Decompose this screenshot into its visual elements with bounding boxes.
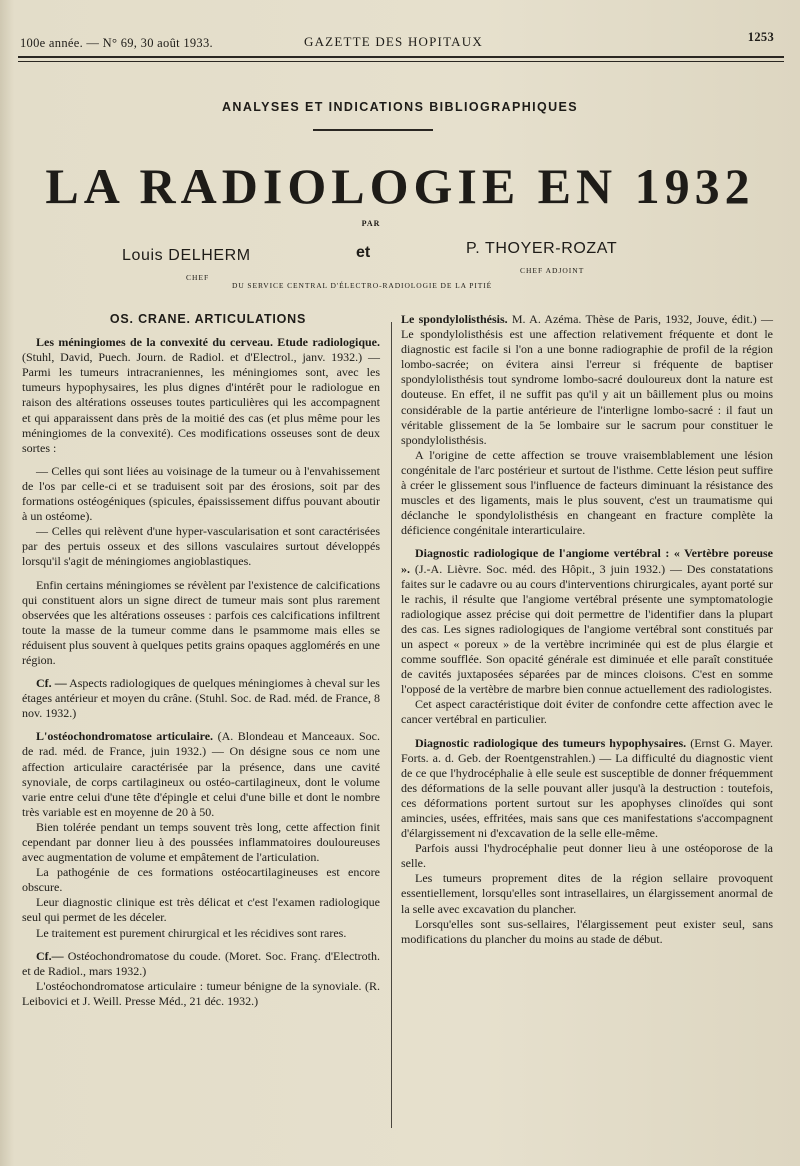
paragraph-heading: L'ostéochondromatose articulaire. [36,729,214,744]
running-header [18,30,774,52]
paragraph-heading: Cf. — [36,676,67,691]
left-column [22,312,380,1009]
paragraph: Lorsqu'elles sont sus-sellaires, l'élargissement peut exister seul, sans modifications du plancher du moins au stade de début. [401,916,773,946]
paragraph [401,546,773,697]
journal-name: GAZETTE DES HOPITAUX [304,34,483,49]
paragraph [22,729,380,820]
header-rule-thick [18,56,784,58]
paragraph-body: (J.-A. Lièvre. Soc. méd. des Hôpit., 3 juin 1932.) — Des constatations faites sur le cadavre ou au cours d'interventions chirurgicales, ayant porté sur le rachis, il résulte que l'angiome vertébral présente une symptomatologie radiologique assez précise qui doit permettre de l'identifier dans la plupart des cas. Les signes radiologiques de l'angiome vertébral sont constitués par un aspect « poreux » de la vertèbre incriminée qui est de plus élargie et comme soufflée. Son opacité générale est diminuée et elle paraît constituée de cavités juxtaposées séparées par de minces cloisons. C'est en somme l'opposé de la vertèbre de marbre bien connue actuellement des radiologistes. [401,561,773,697]
paragraph-body: Aspects radiologiques de quelques méningiomes à cheval sur les étages antérieur et moyen du crâne. (Stuhl. Soc. de Rad. méd. de France, 8 nov. 1932.) [22,676,380,721]
paragraph-heading: Les méningiomes de la convexité du cerveau. Etude radiologique. [36,335,380,350]
ornament-divider [313,128,433,132]
service-line: DU SERVICE CENTRAL D'ÉLECTRO-RADIOLOGIE DE LA PITIÉ [232,281,493,290]
by-line: PAR [361,219,381,228]
paragraph-body: (Stuhl, David, Puech. Journ. de Radiol. et d'Electrol., janv. 1932.) — Parmi les tumeurs intracraniennes, les méningiomes sont, avec les tumeurs hypophysaires, les plus dignes d'intérêt pour le radiologue en raison des altérations osseuses toutes particulières qui les accompagnent et qui apparaissent dans près de la moitié des cas (et plus même pour les méningiomes de la convexité). Ces modifications osseuses sont de deux sortes : [22,350,380,455]
paragraph [401,736,773,842]
paragraph: Enfin certains méningiomes se révèlent par l'existence de calcifications qui constituent alors un signe direct de tumeur mais sont plus rarement observées que les altérations osseuses : parfois ces calcifications infiltrent toute la masse de la tumeur comme dans le psammome mais elles se réduisent plus souvent à quelques petits grains opaques agglomérés en une région. [22,577,380,667]
paragraph-body: (Ernst G. Mayer. Forts. a. d. Geb. der Roentgenstrahlen.) — La difficulté du diagnostic vient de ce que l'hydrocéphalie à elle seule est susceptible de donner fréquemment des déformations de la selle pouvant aller jusqu'à la destruction : toutefois, ces déformations portent surtout sur les apophyses clinoïdes qui sont amincies, usées, effritées, mais sans que ces manifestations s'accompagnent d'élargissement ni d'excavation de la selle elle-même. [401,735,774,841]
role-chef: CHEF [186,273,210,282]
paragraph-heading: Le spondylolisthésis. [401,312,508,326]
author-thoyer-rozat: P. THOYER-ROZAT [466,240,618,257]
issue-line: 100e année. — N° 69, 30 août 1933. [20,36,213,50]
page-number: 1253 [747,30,774,44]
header-rule-thin [18,61,784,62]
paragraph: — Celles qui sont liées au voisinage de la tumeur ou à l'envahissement de l'os par celle-ci et se traduisent soit par des érosions, soit par des formations ostéogéniques (spicules, épaississement diffus pouvant aboutir à un ostéome). [22,463,380,524]
paragraph [22,949,380,979]
role-chef-adjoint: CHEF ADJOINT [520,266,585,275]
paragraph: Cet aspect caractéristique doit éviter de confondre cette affection avec le cancer vertébral en particulier. [401,697,773,727]
paragraph: Le traitement est purement chirurgical et les récidives sont rares. [36,925,347,940]
paragraph [22,676,380,721]
right-column [401,312,773,947]
and-connector: et [356,244,371,261]
paragraph [22,335,380,456]
subhead-os-crane: OS. CRANE. ARTICULATIONS [109,312,307,326]
paragraph-heading: Cf.— [36,948,64,963]
paragraph: A l'origine de cette affection se trouve vraisemblablement une lésion congénitale de l'arc postérieur et surtout de l'isthme. Cette lésion peut suffire à créer le glissement sous l'influence de facteurs diminuant la résistance des muscles et des ligaments, mais le plus souvent, c'est un traumatisme qui déclanche le spondylolisthésis en changeant en fracture complète la déficience congénitale interarticulaire. [401,447,773,538]
article-title: LA RADIOLOGIE EN 1932 [45,158,755,214]
column-divider [391,322,392,1128]
paragraph: Parfois aussi l'hydrocéphalie peut donner lieu à une ostéoporose de la selle. [401,841,773,871]
paragraph-heading: Diagnostic radiologique des tumeurs hypophysaires. [415,735,687,750]
paragraph: — Celles qui relèvent d'une hyper-vascularisation et sont caractérisées par des pertuis osseux et des sillons vasculaires surtout développés lorsqu'il s'agit de méningiomes angioblastiques. [22,524,380,569]
paragraph: L'ostéochondromatose articulaire : tumeur bénigne de la synoviale. (R. Leibovici et J. Weill. Presse Méd., 21 déc. 1932.) [22,978,380,1008]
paragraph: La pathogénie de ces formations ostéocartilagineuses est encore obscure. [22,865,380,895]
paragraph: Bien tolérée pendant un temps souvent très long, cette affection finit cependant par donner lieu à des poussées inflammatoires douloureuses avec augmentation de volume et empâtement de l'articulation. [22,819,380,865]
paragraph-heading: Diagnostic radiologique de l'angiome vertébral : « Vertèbre poreuse ». [401,546,773,576]
paragraph: Les tumeurs proprement dites de la région sellaire provoquent essentiellement, lorsqu'elles sont intrasellaires, un élargissement anormal de la selle avec excavation du plancher. [401,871,773,916]
section-title: ANALYSES ET INDICATIONS BIBLIOGRAPHIQUES [221,100,579,114]
paragraph-body: Ostéochondromatose du coude. (Moret. Soc. Franç. d'Electroth. et de Radiol., mars 1932.) [22,948,380,978]
paragraph-body: M. A. Azéma. Thèse de Paris, 1932, Jouve, édit.) — Le spondylolisthésis est une affection relativement fréquente et dont le diagnostic est facile si l'on a une bonne radiographie de profil de la région lombo-sacrée; on évitera ainsi l'erreur si fréquente de baptiser spondylolisthésis tout syndrome lombo-sacré douloureux dont la nature est douteuse. En effet, il ne suffit pas qu'il y ait un bâillement plus ou moins considérable de la partie antérieure de l'interligne lombo-sacré : il faut un véritable glissement de la 5e lombaire sur le sacrum pour constituer le spondylolisthésis. [401,312,773,447]
paragraph: Leur diagnostic clinique est très délicat et c'est l'examen radiologique seul qui permet de les déceler. [22,895,380,925]
paragraph [401,312,773,448]
paragraph-body: (A. Blondeau et Manceaux. Soc. de rad. méd. de France, juin 1932.) — On désigne sous ce nom une affection articulaire caractérisée par la présence, dans une cavité synoviale, de corps cartilagineux ou ostéo-cartilagineux, dont le volume varie entre celui d'une tête d'épingle et celui d'une bille et dont le nombre très variable est en moyenne de 20 à 50. [22,729,380,819]
author-delherm: Louis DELHERM [122,247,251,264]
